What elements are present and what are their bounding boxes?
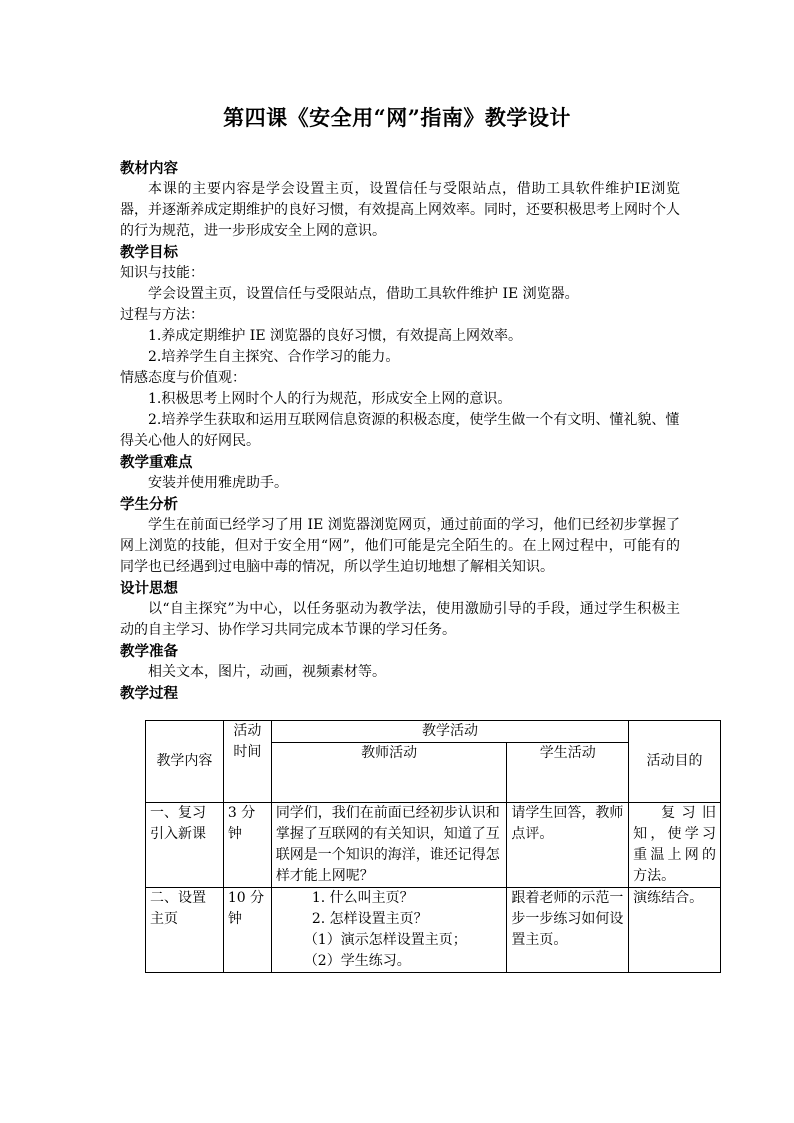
process-label: 过程与方法： bbox=[120, 307, 204, 323]
header-time: 活动时间 bbox=[223, 721, 271, 803]
row-1-content: 一、复习引入新课 bbox=[146, 803, 224, 888]
table-row bbox=[146, 888, 721, 973]
document-body bbox=[120, 158, 680, 704]
document-title: 第四课《安全用“网”指南》教学设计 bbox=[223, 105, 571, 130]
student-analysis-text: 学生在前面已经学习了用 IE 浏览器浏览网页，通过前面的学习，他们已经初步掌握了网上浏览的技能，但对于安全用“网”，他们可能是完全陌生的。在上网过程中，可能有的同学也已经遇到过电脑中毒的情况，所以学生迫切地想了解相关知识。 bbox=[120, 517, 680, 575]
section-heading-process: 教学过程 bbox=[120, 685, 178, 702]
section-heading-key-points: 教学重难点 bbox=[120, 454, 193, 471]
row-2-teacher bbox=[271, 888, 507, 973]
header-student: 学生活动 bbox=[507, 743, 629, 803]
design-idea-text: 以“自主探究”为中心，以任务驱动为教学法，使用激励引导的手段，通过学生积极主动的自主学习、协作学习共同完成本节课的学习任务。 bbox=[120, 601, 680, 638]
preparation-text: 相关文本，图片，动画，视频素材等。 bbox=[148, 664, 386, 680]
row-2-time: 10 分钟 bbox=[223, 888, 271, 973]
emotion-item-2: 2.培养学生获取和运用互联网信息资源的积极态度，使学生做一个有文明、懂礼貌、懂得关心他人的好网民。 bbox=[120, 412, 680, 449]
table-header-row bbox=[146, 721, 721, 743]
row-1-time: 3 分钟 bbox=[223, 803, 271, 888]
materials-text: 本课的主要内容是学会设置主页，设置信任与受限站点，借助工具软件维护IE浏览器，并逐渐养成定期维护的良好习惯，有效提高上网效率。同时，还要积极思考上网时个人的行为规范，进一步形成安全上网的意识。 bbox=[120, 181, 680, 239]
row-2-teacher-line-4: （2）学生练习。 bbox=[303, 953, 411, 969]
row-2-teacher-line-3: （1）演示怎样设置主页； bbox=[303, 932, 467, 948]
row-2-teacher-line-2: 2. 怎样设置主页？ bbox=[311, 911, 428, 927]
row-1-student: 请学生回答，教师点评。 bbox=[507, 803, 629, 888]
header-activity: 教学活动 bbox=[271, 721, 628, 743]
emotion-item-1: 1.积极思考上网时个人的行为规范，形成安全上网的意识。 bbox=[148, 391, 512, 407]
section-heading-materials: 教材内容 bbox=[120, 160, 178, 177]
table-row bbox=[146, 803, 721, 888]
row-2-purpose: 演练结合。 bbox=[629, 888, 721, 973]
row-1-purpose: 复习旧知，使学习重温上网的方法。 bbox=[629, 803, 721, 888]
section-heading-student-analysis: 学生分析 bbox=[120, 496, 178, 513]
row-2-content: 二、设置主页 bbox=[146, 888, 224, 973]
row-2-student: 跟着老师的示范一步一步练习如何设置主页。 bbox=[507, 888, 629, 973]
teaching-process-table bbox=[145, 720, 721, 973]
knowledge-item-1: 学会设置主页，设置信任与受限站点，借助工具软件维护 IE 浏览器。 bbox=[148, 286, 579, 302]
section-heading-preparation: 教学准备 bbox=[120, 643, 178, 660]
header-teacher: 教师活动 bbox=[271, 743, 507, 803]
knowledge-label: 知识与技能： bbox=[120, 265, 204, 281]
header-content: 教学内容 bbox=[146, 721, 224, 803]
section-heading-objectives: 教学目标 bbox=[120, 244, 178, 261]
header-purpose: 活动目的 bbox=[629, 721, 721, 803]
section-heading-design-idea: 设计思想 bbox=[120, 580, 178, 597]
row-2-teacher-line-1: 1. 什么叫主页？ bbox=[311, 890, 414, 906]
key-points-text: 安装并使用雅虎助手。 bbox=[148, 475, 288, 491]
emotion-label: 情感态度与价值观： bbox=[120, 370, 246, 386]
process-item-2: 2.培养学生自主探究、合作学习的能力。 bbox=[148, 349, 400, 365]
process-item-1: 1.养成定期维护 IE 浏览器的良好习惯，有效提高上网效率。 bbox=[148, 328, 523, 344]
row-1-teacher: 同学们，我们在前面已经初步认识和掌握了互联网的有关知识，知道了互联网是一个知识的海洋，谁还记得怎样才能上网呢？ bbox=[271, 803, 507, 888]
